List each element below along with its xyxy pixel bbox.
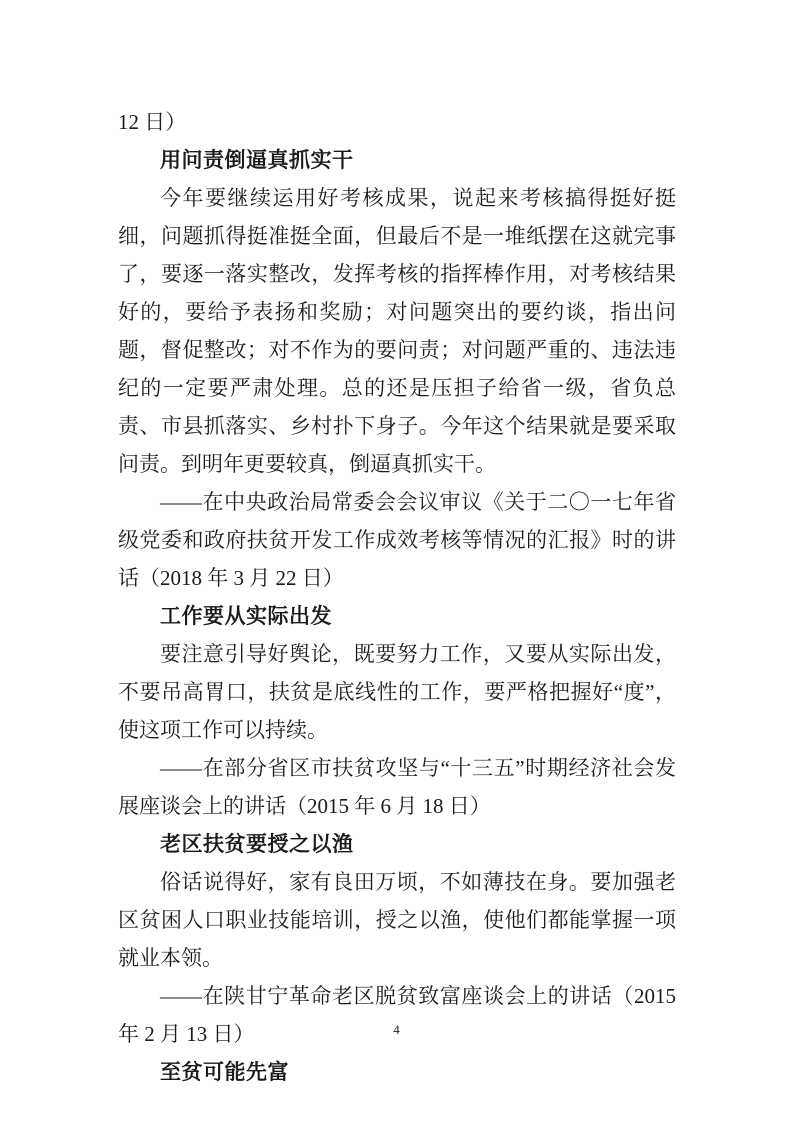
paragraph: 俗话说得好，家有良田万顷，不如薄技在身。要加强老区贫困人口职业技能培训，授之以渔，使他们都能掌握一项就业本领。 — [118, 870, 676, 970]
attribution: ——在陕甘宁革命老区脱贫致富座谈会上的讲话（2015 年 2 月 13 日） — [118, 984, 676, 1046]
section-heading-1: 用问责倒逼真抓实干 — [160, 148, 354, 172]
section-heading-2: 工作要从实际出发 — [160, 604, 332, 628]
section-heading-3: 老区扶贫要授之以渔 — [160, 832, 354, 856]
section-heading-4: 至贫可能先富 — [160, 1060, 289, 1084]
paragraph: 要注意引导好舆论，既要努力工作，又要从实际出发，不要吊高胃口，扶贫是底线性的工作，要严格把握好“度”，使这项工作可以持续。 — [118, 642, 676, 742]
page-number: 4 — [393, 1022, 400, 1037]
attribution: ——在部分省区市扶贫攻坚与“十三五”时期经济社会发展座谈会上的讲话（2015 年 6 月 18 日） — [118, 756, 676, 818]
page-content — [118, 103, 676, 1091]
paragraph: 今年要继续运用好考核成果，说起来考核搞得挺好挺细，问题抓得挺准挺全面，但最后不是一堆纸摆在这就完事了，要逐一落实整改，发挥考核的指挥棒作用，对考核结果好的，要给予表扬和奖励；对问题突出的要约谈，指出问题，督促整改；对不作为的要问责；对问题严重的、违法违纪的一定要严肃处理。总的还是压担子给省一级，省负总责、市县抓落实、乡村扑下身子。今年这个结果就是要采取问责。到明年更要较真，倒逼真抓实干。 — [118, 186, 676, 476]
attribution: ——在中央政治局常委会会议审议《关于二〇一七年省级党委和政府扶贫开发工作成效考核等情况的汇报》时的讲话（2018 年 3 月 22 日） — [118, 490, 676, 590]
carryover-text: 12 日） — [118, 110, 187, 134]
